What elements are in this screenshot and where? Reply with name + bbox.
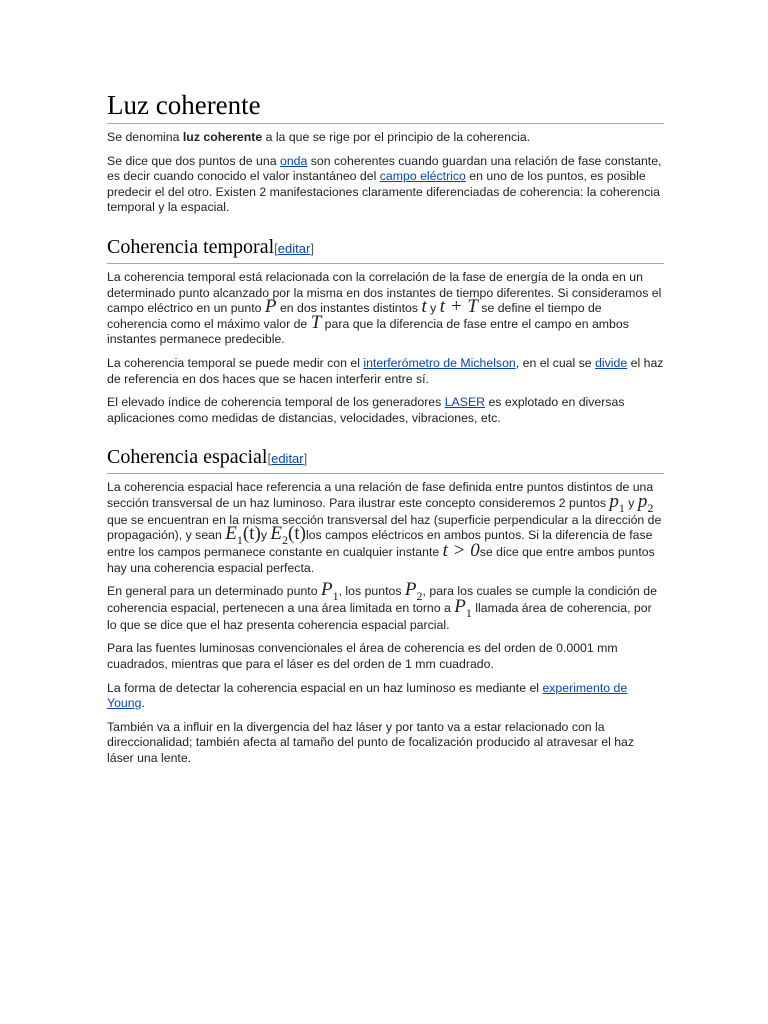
text: a la que se rige por el principio de la coherencia. <box>262 130 531 144</box>
text: La coherencia espacial hace referencia a una relación de fase definida entre puntos distintos de una sección transversal de un haz luminoso. Para ilustrar este concepto consideremos 2 puntos <box>107 480 654 510</box>
heading-text: Coherencia temporal <box>107 235 275 258</box>
page-title: Luz coherente <box>107 88 664 124</box>
espacial-paragraph-2 <box>107 579 664 633</box>
math-subscript: 2 <box>647 500 654 515</box>
bracket: [ <box>274 240 278 256</box>
text: los campos eléctricos en ambos puntos. Si la diferencia de fase entre los campos permanece constante en cualquier instante <box>107 528 653 560</box>
edit-section-espacial <box>267 451 307 466</box>
math-subscript: 1 <box>618 500 625 515</box>
link-experimento-young[interactable]: experimento de Young <box>107 680 628 711</box>
math-t: t <box>421 296 427 318</box>
text: en dos instantes distintos <box>276 301 422 316</box>
text: La coherencia temporal está relacionada con la correlación de la fase de energía de la onda en un determinado punto alcanzado por la misma en dos instantes de tiempo diferentes. Si consideramos el campo eléctrico en un punto <box>107 269 662 316</box>
math-t-greater-0: t > 0 <box>442 540 480 562</box>
text: se define el tiempo de coherencia como el máximo valor de <box>107 301 602 331</box>
text: , los puntos <box>338 584 405 599</box>
math-subscript: 2 <box>282 533 288 548</box>
link-interferometro-michelson[interactable]: interferómetro de Michelson <box>363 355 516 370</box>
math-subscript: 1 <box>332 589 339 604</box>
math-symbol: p <box>637 490 648 512</box>
math-p2 <box>637 490 654 515</box>
math-subscript: 1 <box>236 533 243 548</box>
heading-text: Coherencia espacial <box>107 446 268 469</box>
text: es explotado en diversas aplicaciones como medidas de distancias, velocidades, vibraciones, etc. <box>107 395 625 425</box>
espacial-paragraph-3: Para las fuentes luminosas convencionales el área de coherencia es del orden de 0.0001 mm cuadrados, mientras que para el láser es del orden de 1 mm cuadrado. <box>107 641 618 672</box>
bracket: [ <box>267 451 272 467</box>
link-divide[interactable]: divide <box>595 355 628 370</box>
intro-paragraph-1 <box>107 130 664 146</box>
section-heading-temporal <box>107 234 664 264</box>
edit-link[interactable]: editar <box>277 240 311 256</box>
text: el haz de referencia en dos haces que se hacen interferir entre sí. <box>107 355 664 386</box>
math-P: P <box>264 296 277 318</box>
math-P1 <box>454 596 472 620</box>
text: para que la diferencia de fase entre el campo en ambos instantes permanece predecible. <box>107 316 629 347</box>
text: se dice que entre ambos puntos hay una coherencia espacial perfecta. <box>107 545 655 575</box>
espacial-paragraph-4 <box>107 681 664 712</box>
math-argument: (t) <box>242 523 261 545</box>
text: Se denomina <box>107 130 183 144</box>
math-P1 <box>320 579 339 604</box>
text: , en el cual se <box>515 355 596 370</box>
text: La forma de detectar la coherencia espacial en un haz luminoso es mediante el <box>107 680 543 695</box>
text: , para los cuales se cumple la condición de coherencia espacial, pertenecen a una área limitada en torno a <box>107 584 657 616</box>
intro-paragraph-2 <box>107 154 664 216</box>
text: y <box>624 495 638 510</box>
math-t-plus-T: t + T <box>439 296 478 318</box>
link-campo-electrico[interactable]: campo eléctrico <box>379 169 466 184</box>
math-subscript: 1 <box>465 605 472 620</box>
link-onda[interactable]: onda <box>279 153 308 168</box>
article <box>107 88 664 775</box>
text: son coherentes cuando guardan una relación de fase constante, es decir cuando conocido el valor instantáneo del <box>107 153 662 184</box>
math-symbol: P <box>404 579 417 601</box>
text: y <box>426 301 440 316</box>
math-E2-t <box>270 523 306 548</box>
bracket: ] <box>310 240 314 256</box>
math-symbol: E <box>225 523 237 545</box>
text: . <box>141 696 145 711</box>
math-symbol: P <box>454 596 466 618</box>
math-T: T <box>310 311 322 333</box>
text: llamada área de coherencia, por lo que se dice que el haz presenta coherencia espacial parcial. <box>107 601 652 632</box>
text: Se dice que dos puntos de una <box>107 153 280 168</box>
math-subscript: 2 <box>416 589 423 604</box>
text: en uno de los puntos, es posible predecir el del otro. Existen 2 manifestaciones claramente diferenciadas de coherencia: la coherencia temporal y la espacial. <box>107 169 660 215</box>
text: El elevado índice de coherencia temporal de los generadores <box>107 395 445 410</box>
section-heading-espacial <box>107 444 664 474</box>
espacial-paragraph-1 <box>107 480 664 576</box>
text: que se encuentran en la misma sección transversal del haz (superficie perpendicular a la dirección de propagación), y sean <box>107 512 662 543</box>
link-laser[interactable]: LASER <box>444 395 486 410</box>
math-E1-t <box>225 523 261 548</box>
temporal-paragraph-1 <box>107 270 664 348</box>
math-argument: (t) <box>288 523 306 545</box>
bracket: ] <box>303 451 308 467</box>
math-symbol: P <box>320 579 333 601</box>
math-p1 <box>609 490 625 515</box>
text: La coherencia temporal se puede medir con el <box>107 355 364 370</box>
temporal-paragraph-2 <box>107 356 664 387</box>
bold-term: luz coherente <box>182 130 263 144</box>
espacial-paragraph-5: También va a influir en la divergencia del haz láser y por tanto va a estar relacionado con la direccionalidad; también afecta al tamaño del punto de focalización producido al atravesar el haz láser una lente. <box>107 719 635 766</box>
edit-link[interactable]: editar <box>271 451 304 467</box>
math-symbol: p <box>609 490 619 512</box>
text: En general para un determinado punto <box>107 584 321 599</box>
edit-section-temporal <box>274 241 314 256</box>
temporal-paragraph-3 <box>107 395 664 426</box>
text: y <box>260 528 271 543</box>
math-P2 <box>404 579 423 604</box>
math-symbol: E <box>270 523 282 545</box>
